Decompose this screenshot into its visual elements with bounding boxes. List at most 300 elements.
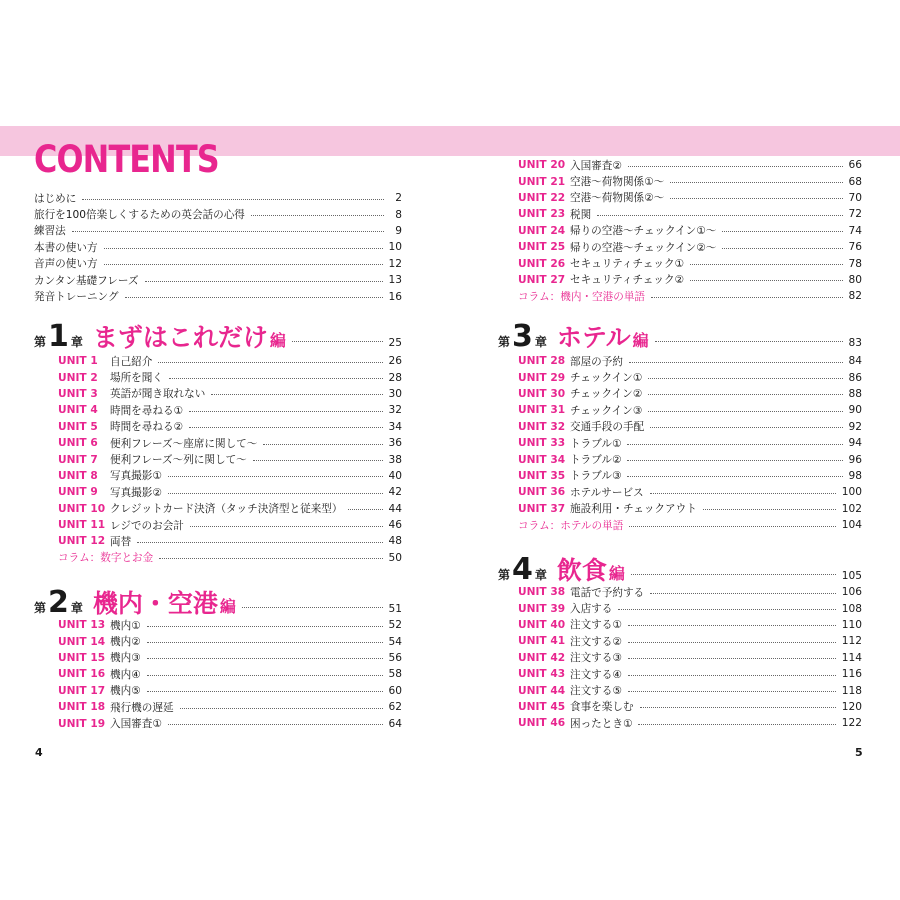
unit-label: UNIT 45 xyxy=(518,700,566,713)
page-number: 28 xyxy=(388,371,402,384)
unit-label: UNIT 1 xyxy=(58,355,98,368)
entry-title: 注文する⑤ xyxy=(570,685,622,698)
page-number: 13 xyxy=(388,274,402,287)
page-number: 38 xyxy=(388,453,402,466)
page-number: 83 xyxy=(848,337,862,349)
page-number: 32 xyxy=(388,404,402,417)
page-number: 84 xyxy=(848,355,862,368)
unit-label: UNIT 32 xyxy=(518,420,566,433)
page-number: 56 xyxy=(388,651,402,664)
unit-label: UNIT 13 xyxy=(58,619,106,632)
entry-title: 音声の使い方 xyxy=(34,258,98,271)
entry-title: 注文する③ xyxy=(570,652,622,665)
page-number: 104 xyxy=(841,519,862,532)
toc-entry[interactable] xyxy=(518,386,862,402)
dot-leader xyxy=(628,658,836,659)
entry-title: 交通手段の手配 xyxy=(570,421,645,434)
dot-leader xyxy=(125,297,383,298)
dot-leader xyxy=(251,215,384,216)
page-number: 25 xyxy=(388,337,402,349)
unit-label: UNIT 17 xyxy=(58,684,106,697)
page-number: 106 xyxy=(841,586,862,599)
entry-title: 練習法 xyxy=(34,225,66,238)
entry-title: 機内② xyxy=(110,636,141,649)
dot-leader xyxy=(628,642,836,643)
toc-entry[interactable] xyxy=(58,501,402,517)
entry-title: トラブル① xyxy=(570,437,622,450)
unit-label: UNIT 4 xyxy=(58,404,98,417)
entry-title: 入国審査① xyxy=(110,718,162,731)
unit-label: UNIT 12 xyxy=(58,535,106,548)
column-title: コラム：ホテルの単語 xyxy=(518,519,624,532)
toc-entry[interactable] xyxy=(518,402,862,418)
toc-entry[interactable] xyxy=(58,699,402,715)
dot-leader xyxy=(650,593,836,594)
toc-entry[interactable] xyxy=(58,650,402,666)
page-number: 82 xyxy=(848,290,862,303)
toc-entry[interactable] xyxy=(518,501,862,517)
unit-label: UNIT 24 xyxy=(518,224,566,237)
entry-title: トラブル③ xyxy=(570,470,622,483)
toc-entry[interactable] xyxy=(518,419,862,435)
page-number: 12 xyxy=(388,257,402,270)
entry-title: 写真撮影① xyxy=(110,470,162,483)
dot-leader xyxy=(690,264,842,265)
page-number: 112 xyxy=(841,635,862,648)
unit-label: UNIT 28 xyxy=(518,355,566,368)
dot-leader xyxy=(168,476,383,477)
unit-label: UNIT 37 xyxy=(518,502,566,515)
dot-leader xyxy=(628,166,843,167)
page-number: 58 xyxy=(388,668,402,681)
unit-label: UNIT 6 xyxy=(58,437,98,450)
unit-label: UNIT 21 xyxy=(518,175,566,188)
unit-label: UNIT 36 xyxy=(518,486,566,499)
entry-title: 自己紹介 xyxy=(110,355,153,368)
entry-title: チェックイン② xyxy=(570,388,643,401)
dot-leader xyxy=(158,362,382,363)
unit-label: UNIT 46 xyxy=(518,717,566,730)
toc-entry[interactable] xyxy=(34,223,402,239)
entry-title: 機内⑤ xyxy=(110,685,141,698)
entry-title: セキュリティチェック① xyxy=(570,258,685,271)
page-number: 26 xyxy=(388,355,402,368)
column-title: コラム：数字とお金 xyxy=(58,552,154,565)
chapter-prefix: 第 xyxy=(34,335,47,349)
unit-label: UNIT 30 xyxy=(518,387,566,400)
page-number: 120 xyxy=(841,700,862,713)
toc-entry[interactable] xyxy=(518,650,862,666)
chapter-3-heading[interactable] xyxy=(498,318,862,354)
chapter-hen: 編 xyxy=(219,597,236,616)
chapter-4-list xyxy=(518,584,862,732)
chapter-2-heading[interactable] xyxy=(34,584,402,620)
toc-entry[interactable] xyxy=(58,666,402,682)
dot-leader xyxy=(159,558,382,559)
entry-title: 食事を楽しむ xyxy=(570,701,634,714)
dot-leader xyxy=(627,460,842,461)
column-entry[interactable] xyxy=(518,517,862,533)
page-number: 86 xyxy=(848,371,862,384)
dot-leader xyxy=(189,427,382,428)
toc-entry[interactable] xyxy=(518,699,862,715)
dot-leader xyxy=(628,691,836,692)
page-number: 108 xyxy=(841,602,862,615)
entry-title: チェックイン① xyxy=(570,372,643,385)
chapter-suffix: 章 xyxy=(534,568,547,582)
entry-title: 注文する① xyxy=(570,619,622,632)
dot-leader xyxy=(190,526,383,527)
page-number: 118 xyxy=(841,684,862,697)
chapter-2-list-left xyxy=(58,617,402,732)
entry-title: トラブル② xyxy=(570,454,622,467)
unit-label: UNIT 22 xyxy=(518,191,566,204)
unit-label: UNIT 33 xyxy=(518,437,566,450)
unit-label: UNIT 9 xyxy=(58,486,98,499)
entry-title: 部屋の予約 xyxy=(570,355,623,368)
chapter-name: ホテル xyxy=(556,323,631,352)
page-number: 60 xyxy=(388,684,402,697)
unit-label: UNIT 39 xyxy=(518,602,566,615)
page-number: 80 xyxy=(848,273,862,286)
toc-entry[interactable] xyxy=(518,600,862,616)
right-page xyxy=(450,0,900,900)
toc-entry[interactable] xyxy=(518,584,862,600)
toc-entry[interactable] xyxy=(34,288,402,304)
entry-title: 便利フレーズ〜列に関して〜 xyxy=(110,454,247,467)
chapter-prefix: 第 xyxy=(498,335,511,349)
toc-entry[interactable] xyxy=(518,451,862,467)
page-number: 64 xyxy=(388,717,402,730)
dot-leader xyxy=(189,411,382,412)
toc-entry[interactable] xyxy=(58,617,402,633)
dot-leader xyxy=(631,574,836,575)
toc-entry[interactable] xyxy=(518,173,862,189)
entry-title: 両替 xyxy=(110,535,132,548)
page-number-right: 5 xyxy=(855,746,863,759)
page-number: 110 xyxy=(841,618,862,631)
page-number: 52 xyxy=(388,619,402,632)
page-number: 2 xyxy=(395,192,402,205)
toc-entry[interactable] xyxy=(58,715,402,731)
dot-leader xyxy=(722,248,842,249)
page-number: 70 xyxy=(848,191,862,204)
entry-title: 空港〜荷物関係①〜 xyxy=(570,176,665,189)
unit-label: UNIT 26 xyxy=(518,257,566,270)
toc-entry[interactable] xyxy=(58,533,402,549)
unit-label: UNIT 41 xyxy=(518,635,566,648)
dot-leader xyxy=(168,724,383,725)
entry-title: 発音トレーニング xyxy=(34,291,119,304)
entry-title: 場所を聞く xyxy=(110,372,163,385)
chapter-number: 4 xyxy=(512,552,533,587)
page-number: 102 xyxy=(841,502,862,515)
entry-title: 便利フレーズ〜座席に関して〜 xyxy=(110,437,258,450)
entry-title: 時間を尋ねる② xyxy=(110,421,184,434)
chapter-name: 飲食 xyxy=(556,556,607,585)
entry-title: 英語が聞き取れない xyxy=(110,388,206,401)
unit-label: UNIT 40 xyxy=(518,618,566,631)
toc-entry[interactable] xyxy=(58,369,402,385)
page-number: 68 xyxy=(848,175,862,188)
dot-leader xyxy=(670,198,842,199)
unit-label: UNIT 14 xyxy=(58,635,106,648)
dot-leader xyxy=(82,199,384,200)
dot-leader xyxy=(640,707,836,708)
entry-title: 電話で予約する xyxy=(570,586,645,599)
unit-label: UNIT 35 xyxy=(518,469,566,482)
entry-title: 飛行機の遅延 xyxy=(110,701,174,714)
dot-leader xyxy=(169,378,383,379)
page-number: 90 xyxy=(848,404,862,417)
chapter-prefix: 第 xyxy=(34,601,47,615)
column-entry[interactable] xyxy=(518,288,862,304)
toc-entry[interactable] xyxy=(58,683,402,699)
toc-entry[interactable] xyxy=(518,682,862,698)
toc-entry[interactable] xyxy=(518,666,862,682)
entry-title: 機内④ xyxy=(110,668,141,681)
chapter-suffix: 章 xyxy=(70,601,83,615)
entry-title: ホテルサービス xyxy=(570,486,644,499)
toc-entry[interactable] xyxy=(58,468,402,484)
toc-entry[interactable] xyxy=(58,419,402,435)
page-number: 54 xyxy=(388,635,402,648)
entry-title: 写真撮影② xyxy=(110,486,162,499)
toc-entry[interactable] xyxy=(34,272,402,288)
unit-label: UNIT 19 xyxy=(58,717,106,730)
toc-entry[interactable] xyxy=(58,386,402,402)
page-number: 42 xyxy=(388,486,402,499)
page-number: 88 xyxy=(848,387,862,400)
toc-entry[interactable] xyxy=(518,715,862,731)
chapter-suffix: 章 xyxy=(534,335,547,349)
dot-leader xyxy=(211,394,382,395)
entry-title: 施設利用・チェックアウト xyxy=(570,503,697,516)
toc-entry[interactable] xyxy=(58,402,402,418)
entry-title: 機内① xyxy=(110,619,141,632)
unit-label: UNIT 31 xyxy=(518,404,566,417)
unit-label: UNIT 43 xyxy=(518,668,566,681)
dot-leader xyxy=(147,626,383,627)
entry-title: クレジットカード決済（タッチ決済型と従来型） xyxy=(110,503,343,516)
column-title: コラム：機内・空港の単語 xyxy=(518,290,646,303)
toc-entry[interactable] xyxy=(518,633,862,649)
page-number: 98 xyxy=(848,469,862,482)
page-number: 34 xyxy=(388,420,402,433)
page-number: 92 xyxy=(848,420,862,433)
dot-leader xyxy=(627,476,842,477)
toc-entry[interactable] xyxy=(34,190,402,206)
entry-title: 入店する xyxy=(570,603,613,616)
chapter-number: 3 xyxy=(512,319,533,354)
page-number: 40 xyxy=(388,469,402,482)
chapter-4-heading[interactable] xyxy=(498,551,862,587)
dot-leader xyxy=(147,658,383,659)
page-number: 96 xyxy=(848,453,862,466)
chapter-number: 2 xyxy=(48,585,69,620)
dot-leader xyxy=(648,378,842,379)
toc-entry[interactable] xyxy=(58,484,402,500)
entry-title: 入国審査② xyxy=(570,159,622,172)
column-entry[interactable] xyxy=(58,550,402,566)
entry-title: 困ったとき① xyxy=(570,717,633,730)
toc-entry[interactable] xyxy=(518,353,862,369)
page-number: 114 xyxy=(841,651,862,664)
toc-entry[interactable] xyxy=(518,190,862,206)
entry-title: 注文する② xyxy=(570,635,622,648)
unit-label: UNIT 20 xyxy=(518,159,566,172)
chapter-name: まずはこれだけ xyxy=(92,323,268,352)
chapter-number: 1 xyxy=(48,319,69,354)
dot-leader xyxy=(648,411,842,412)
page-number: 78 xyxy=(848,257,862,270)
page-number: 16 xyxy=(388,290,402,303)
unit-label: UNIT 7 xyxy=(58,453,98,466)
entry-title: カンタン基礎フレーズ xyxy=(34,274,139,287)
dot-leader xyxy=(629,362,843,363)
toc-entry[interactable] xyxy=(58,353,402,369)
page-number: 72 xyxy=(848,208,862,221)
toc-entry[interactable] xyxy=(58,633,402,649)
toc-entry[interactable] xyxy=(518,157,862,173)
dot-leader xyxy=(72,231,384,232)
page-number: 66 xyxy=(848,159,862,172)
page-number: 122 xyxy=(841,717,862,730)
toc-entry[interactable] xyxy=(518,617,862,633)
dot-leader xyxy=(242,607,383,608)
intro-list xyxy=(34,190,402,305)
unit-label: UNIT 34 xyxy=(518,453,566,466)
dot-leader xyxy=(650,427,842,428)
chapter-suffix: 章 xyxy=(70,335,83,349)
dot-leader xyxy=(628,625,836,626)
page-number: 48 xyxy=(388,535,402,548)
page-number: 50 xyxy=(388,551,402,564)
toc-entry[interactable] xyxy=(58,435,402,451)
page-number: 100 xyxy=(841,486,862,499)
unit-label: UNIT 23 xyxy=(518,208,566,221)
entry-title: 空港〜荷物関係②〜 xyxy=(570,192,665,205)
toc-entry[interactable] xyxy=(518,435,862,451)
dot-leader xyxy=(703,509,836,510)
toc-entry[interactable] xyxy=(518,468,862,484)
unit-label: UNIT 29 xyxy=(518,371,566,384)
dot-leader xyxy=(629,526,835,527)
page-number: 8 xyxy=(395,208,402,221)
chapter-hen: 編 xyxy=(608,564,625,583)
page-number: 44 xyxy=(388,502,402,515)
toc-entry[interactable] xyxy=(518,272,862,288)
dot-leader xyxy=(253,460,383,461)
dot-leader xyxy=(597,215,842,216)
page-number: 76 xyxy=(848,241,862,254)
entry-title: 旅行を100倍楽しくするための英会話の心得 xyxy=(34,209,245,222)
unit-label: UNIT 8 xyxy=(58,469,98,482)
dot-leader xyxy=(638,724,835,725)
dot-leader xyxy=(104,248,383,249)
toc-entry[interactable] xyxy=(58,517,402,533)
page-number: 46 xyxy=(388,519,402,532)
chapter-name: 機内・空港 xyxy=(92,589,218,618)
page-title: CONTENTS xyxy=(34,138,219,181)
toc-entry[interactable] xyxy=(518,255,862,271)
dot-leader xyxy=(147,642,383,643)
dot-leader xyxy=(147,691,383,692)
dot-leader xyxy=(655,341,843,342)
dot-leader xyxy=(651,297,842,298)
page-number: 9 xyxy=(395,224,402,237)
unit-label: UNIT 25 xyxy=(518,241,566,254)
dot-leader xyxy=(690,280,842,281)
entry-title: チェックイン③ xyxy=(570,404,643,417)
entry-title: 機内③ xyxy=(110,652,141,665)
entry-title: セキュリティチェック② xyxy=(570,274,685,287)
toc-entry[interactable] xyxy=(518,223,862,239)
unit-label: UNIT 38 xyxy=(518,586,566,599)
unit-label: UNIT 27 xyxy=(518,273,566,286)
page-number: 10 xyxy=(388,241,402,254)
chapter-1-list xyxy=(58,353,402,566)
toc-entry[interactable] xyxy=(518,206,862,222)
dot-leader xyxy=(263,444,382,445)
unit-label: UNIT 15 xyxy=(58,651,106,664)
unit-label: UNIT 16 xyxy=(58,668,106,681)
unit-label: UNIT 11 xyxy=(58,519,106,532)
toc-entry[interactable] xyxy=(34,256,402,272)
chapter-3-list xyxy=(518,353,862,533)
page-number: 116 xyxy=(841,668,862,681)
dot-leader xyxy=(628,675,836,676)
dot-leader xyxy=(722,231,842,232)
dot-leader xyxy=(137,542,382,543)
entry-title: 時間を尋ねる① xyxy=(110,404,184,417)
entry-title: 本書の使い方 xyxy=(34,241,98,254)
unit-label: UNIT 2 xyxy=(58,371,98,384)
chapter-hen: 編 xyxy=(632,331,649,350)
entry-title: はじめに xyxy=(34,192,77,205)
page-number: 74 xyxy=(848,224,862,237)
page-number: 62 xyxy=(388,701,402,714)
chapter-1-heading[interactable] xyxy=(34,318,402,354)
entry-title: レジでのお会計 xyxy=(110,519,184,532)
chapter-hen: 編 xyxy=(269,331,286,350)
entry-title: 帰りの空港〜チェックイン②〜 xyxy=(570,241,717,254)
unit-label: UNIT 5 xyxy=(58,420,98,433)
dot-leader xyxy=(145,281,383,282)
toc-entry[interactable] xyxy=(34,239,402,255)
dot-leader xyxy=(670,182,842,183)
dot-leader xyxy=(650,493,836,494)
page-number: 51 xyxy=(388,603,402,615)
unit-label: UNIT 18 xyxy=(58,701,106,714)
toc-entry[interactable] xyxy=(518,239,862,255)
unit-label: UNIT 44 xyxy=(518,684,566,697)
dot-leader xyxy=(104,264,383,265)
page-number: 30 xyxy=(388,387,402,400)
dot-leader xyxy=(348,509,382,510)
page-number-left: 4 xyxy=(35,746,43,759)
dot-leader xyxy=(292,341,383,342)
toc-entry[interactable] xyxy=(34,206,402,222)
chapter-prefix: 第 xyxy=(498,568,511,582)
toc-entry[interactable] xyxy=(58,451,402,467)
toc-entry[interactable] xyxy=(518,369,862,385)
dot-leader xyxy=(147,675,383,676)
dot-leader xyxy=(627,444,842,445)
dot-leader xyxy=(648,394,842,395)
dot-leader xyxy=(180,708,383,709)
toc-entry[interactable] xyxy=(518,484,862,500)
